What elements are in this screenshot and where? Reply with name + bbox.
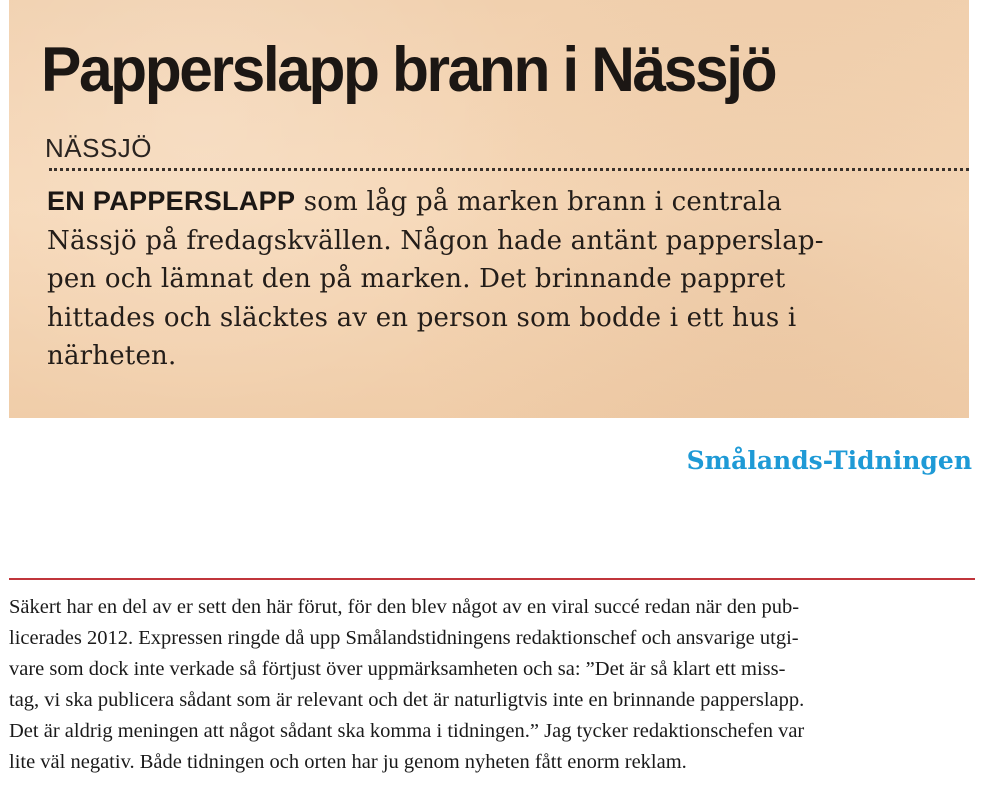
clipping-body [47, 182, 947, 376]
clipping-body-line-5: närheten. [47, 341, 177, 371]
clipping-headline: Papperslapp brann i Nässjö [41, 35, 776, 105]
dotted-divider [49, 168, 969, 171]
clipping-body-line-1 [47, 182, 947, 222]
clipping-body-line-3: pen och lämnat den på marken. Det brinnande pappret [47, 264, 786, 294]
clipping-lead: EN PAPPERSLAPP [47, 186, 296, 216]
comment-line-2: licerades 2012. Expressen ringde då upp Smålandstidningens redaktionschef och ansvarige utgi- [9, 627, 799, 649]
newspaper-clipping [9, 0, 969, 418]
clipping-dateline: NÄSSJÖ [45, 133, 153, 163]
clipping-body-line-2: Nässjö på fredagskvällen. Någon hade antänt papperslap- [47, 225, 824, 256]
clipping-body-line-4: hittades och släcktes av en person som bodde i ett hus i [47, 302, 797, 333]
comment-line-4: tag, vi ska publicera sådant som är relevant och det är naturligtvis inte en brinnande papperslapp. [9, 689, 805, 711]
comment-line-5: Det är aldrig meningen att något sådant ska komma i tidningen.” Jag tycker redaktionschefen var [9, 720, 805, 742]
source-label: Smålands-Tidningen [686, 446, 972, 475]
comment-paragraph [9, 592, 975, 778]
clipping-body-line-1-text: som låg på marken brann i centrala [295, 187, 783, 217]
comment-line-1: Säkert har en del av er sett den här förut, för den blev något av en viral succé redan när den pub- [9, 596, 800, 618]
red-divider [9, 578, 975, 580]
comment-line-3: vare som dock inte verkade så förtjust över uppmärksamheten och sa: ”Det är så klart ett miss- [9, 658, 786, 680]
comment-line-6: lite väl negativ. Både tidningen och orten har ju genom nyheten fått enorm reklam. [9, 751, 687, 773]
